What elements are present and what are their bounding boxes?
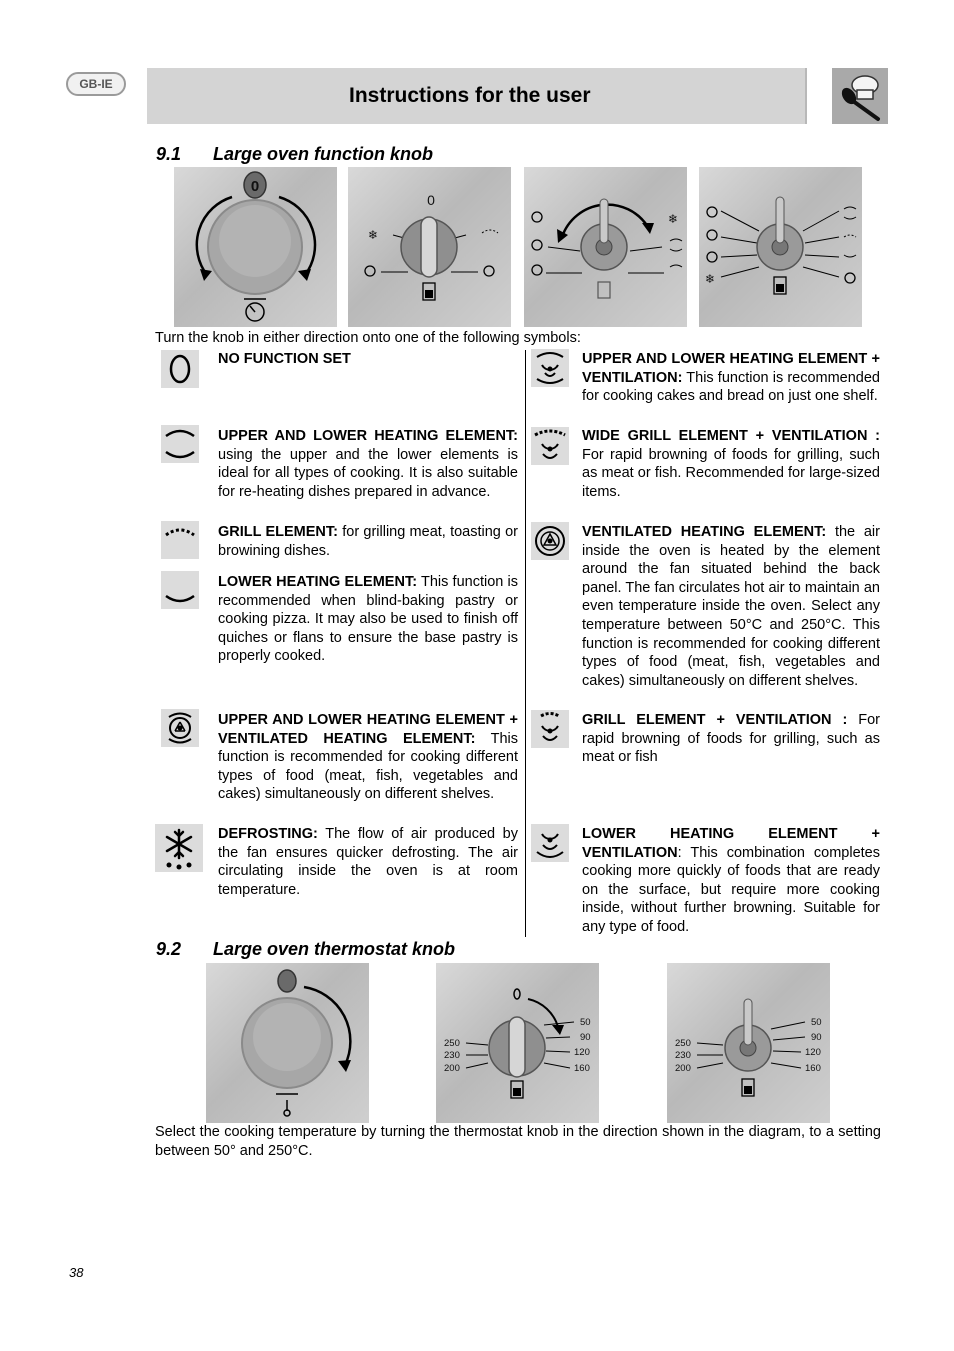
temp-label-200: 200 — [444, 1063, 460, 1074]
entry-grill-ventilation: GRILL ELEMENT + VENTILATION : For rapid browning of foods for grilling, such as meat or fish — [582, 712, 881, 766]
knob-zero-label: 0 — [250, 178, 260, 195]
thermostat-knob-illustration-3 — [667, 963, 830, 1123]
function-knob-illustration-4 — [699, 167, 862, 327]
temp-label-250: 250 — [675, 1038, 691, 1049]
entry-lower-heating-ventilation: LOWER HEATING ELEMENT + VENTILATION: This combination completes cooking more quickly of foods that are ready on the surface, but require more cooking inside, without further browning. Suitable for any type of food. — [582, 826, 880, 935]
function-knob-illustration-2 — [348, 167, 511, 327]
column-divider — [525, 350, 526, 937]
lower-heating-ventilation-icon — [531, 824, 569, 862]
temp-label-120: 120 — [574, 1047, 590, 1058]
temp-label-230: 230 — [444, 1050, 460, 1061]
lower-heating-icon — [161, 571, 199, 609]
knob-zero-label: 0 — [427, 192, 435, 208]
entry-defrosting: DEFROSTING: The flow of air produced by the fan ensures quicker defrosting. The air circulating inside the oven is at room temperature. — [218, 826, 518, 898]
entry-wide-grill-ventilation: WIDE GRILL ELEMENT + VENTILATION : For rapid browning of foods for grilling, such as meat or fish. Recommended for large-sized items. — [582, 428, 880, 500]
page-title: Instructions for the user — [349, 84, 591, 107]
entry-upper-lower-ventilated: UPPER AND LOWER HEATING ELEMENT + VENTILATED HEATING ELEMENT: This function is recommended for cooking different types of food (meat, fish, vegetables and cakes) simultaneously on different shelves. — [218, 712, 518, 803]
upper-lower-ventilation-icon — [531, 349, 569, 387]
wide-grill-ventilation-icon — [531, 427, 569, 465]
header-bar — [147, 68, 807, 124]
language-badge: GB-IE — [66, 72, 126, 96]
section-title-9-1: 9.1 Large oven function knob — [156, 144, 434, 164]
grill-element-icon — [161, 521, 199, 559]
grill-ventilation-icon — [531, 710, 569, 748]
defrost-icon: ❄ — [668, 212, 679, 226]
thermostat-knob-illustration-2 — [436, 963, 599, 1123]
defrost-icon: ❄ — [705, 272, 716, 286]
temp-label-90: 90 — [580, 1032, 591, 1043]
section-title-9-2: 9.2 Large oven thermostat knob — [156, 939, 456, 959]
function-knob-illustration-1 — [174, 167, 337, 327]
no-function-icon — [161, 350, 199, 388]
ventilated-heating-icon — [531, 522, 569, 560]
temp-label-120: 120 — [805, 1047, 821, 1058]
entry-upper-lower-ventilation: UPPER AND LOWER HEATING ELEMENT + VENTILATION: This function is recommended for cooking cakes and bread on just one shelf. — [582, 351, 880, 405]
temp-label-50: 50 — [811, 1017, 822, 1028]
page-number: 38 — [69, 1265, 84, 1280]
temp-label-230: 230 — [675, 1050, 691, 1061]
entry-grill-element: GRILL ELEMENT: for grilling meat, toasting or browining dishes. — [218, 524, 518, 559]
entry-ventilated-heating: VENTILATED HEATING ELEMENT: the air inside the oven is heated by the element around the fan situated behind the back panel. The fan circulates hot air to maintain an even temperature inside the oven. Select any temperature between 50°C and 250°C. This function is recommended for cooking different types of food (meat, fish, vegetables and cakes) simultaneously on different shelves. — [582, 524, 880, 689]
entry-lower-heating: LOWER HEATING ELEMENT: This function is recommended when blind-baking pastry or cooking pizza. It may also be used to finish off quiches or flans to ensure the base pastry is properly cooked. — [218, 574, 518, 665]
thermostat-instructions: Select the cooking temperature by turning the thermostat knob in the direction shown in the diagram, to a setting between 50° and 250°C. — [155, 1124, 881, 1159]
entry-no-function: NO FUNCTION SET — [218, 351, 351, 367]
thermostat-knob-illustration-1 — [206, 963, 369, 1123]
upper-lower-ventilated-icon — [161, 709, 199, 747]
entry-upper-lower-heating: UPPER AND LOWER HEATING ELEMENT: using the upper and the lower elements is ideal for all types of cooking. It is also suitable for re-heating dishes prepared in advance. — [218, 428, 518, 500]
temp-label-160: 160 — [574, 1063, 590, 1074]
temp-label-200: 200 — [675, 1063, 691, 1074]
temp-label-250: 250 — [444, 1038, 460, 1049]
function-knob-illustration-3 — [524, 167, 687, 327]
intro-text: Turn the knob in either direction onto one of the following symbols: — [155, 330, 581, 346]
upper-lower-heating-icon — [161, 425, 199, 463]
temp-label-160: 160 — [805, 1063, 821, 1074]
temp-label-90: 90 — [811, 1032, 822, 1043]
defrost-icon — [155, 824, 203, 872]
temp-label-50: 50 — [580, 1017, 591, 1028]
chef-spoon-icon — [832, 68, 888, 124]
defrost-icon: ❄ — [368, 228, 379, 242]
